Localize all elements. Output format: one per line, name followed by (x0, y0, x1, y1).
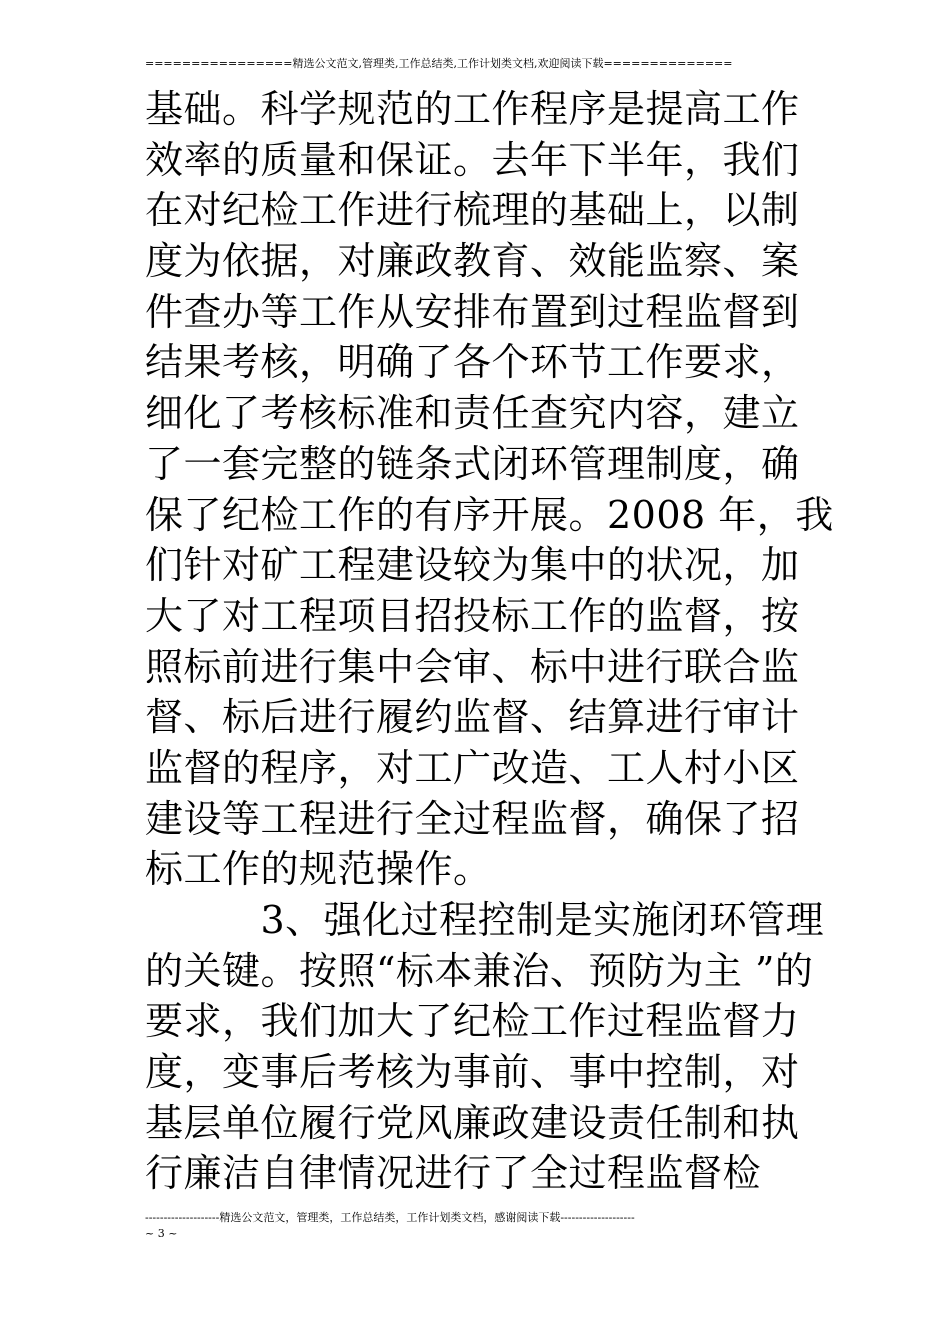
text-line: 照标前进行集中会审、标中进行联合监 (145, 644, 800, 689)
text-line: 的关键。按照“标本兼治、预防为主 ”的 (145, 948, 814, 993)
text-line: 建设等工程进行全过程监督，确保了招 (145, 796, 800, 841)
text-line: 行廉洁自律情况进行了全过程监督检 (145, 1151, 762, 1196)
text-line: 在对纪检工作进行梳理的基础上，以制 (145, 188, 800, 233)
text-line: 要求，我们加大了纪检工作过程监督力 (145, 999, 800, 1044)
text-line: 监督的程序，对工广改造、工人村小区 (145, 745, 800, 790)
header-banner: ================精选公文范文,管理类,工作总结类,工作计划类文档,欢迎阅读下载============== (145, 57, 733, 70)
body-text (145, 84, 834, 1199)
footer-banner: --------------------精选公文范文，管理类，工作总结类，工作计划类文档，感谢阅读下载-------------------- (145, 1211, 635, 1224)
text-line: 结果考核，明确了各个环节工作要求， (145, 340, 800, 385)
text-line: 度，变事后考核为事前、事中控制，对 (145, 1050, 800, 1095)
text-line: 了一套完整的链条式闭环管理制度，确 (145, 441, 800, 486)
text-line: 件查办等工作从安排布置到过程监督到 (145, 289, 800, 334)
text-line: 标工作的规范操作。 (145, 847, 492, 892)
text-line: 度为依据，对廉政教育、效能监察、案 (145, 239, 800, 284)
text-line: 基础。科学规范的工作程序是提高工作 (145, 87, 800, 131)
text-line: 保了纪检工作的有序开展。2008 年，我 (145, 492, 834, 537)
text-line: 效率的质量和保证。去年下半年，我们 (145, 137, 800, 182)
text-line: 基层单位履行党风廉政建设责任制和执 (145, 1100, 800, 1145)
page-number: ~ 3 ~ (145, 1227, 178, 1240)
text-line: 督、标后进行履约监督、结算进行审计 (145, 695, 800, 740)
text-line: 大了对工程项目招投标工作的监督，按 (145, 593, 800, 638)
text-line: 们针对矿工程建设较为集中的状况，加 (145, 543, 800, 588)
text-line: 3、强化过程控制是实施闭环管理 (145, 898, 825, 942)
text-line: 细化了考核标准和责任查究内容，建立 (145, 391, 800, 436)
